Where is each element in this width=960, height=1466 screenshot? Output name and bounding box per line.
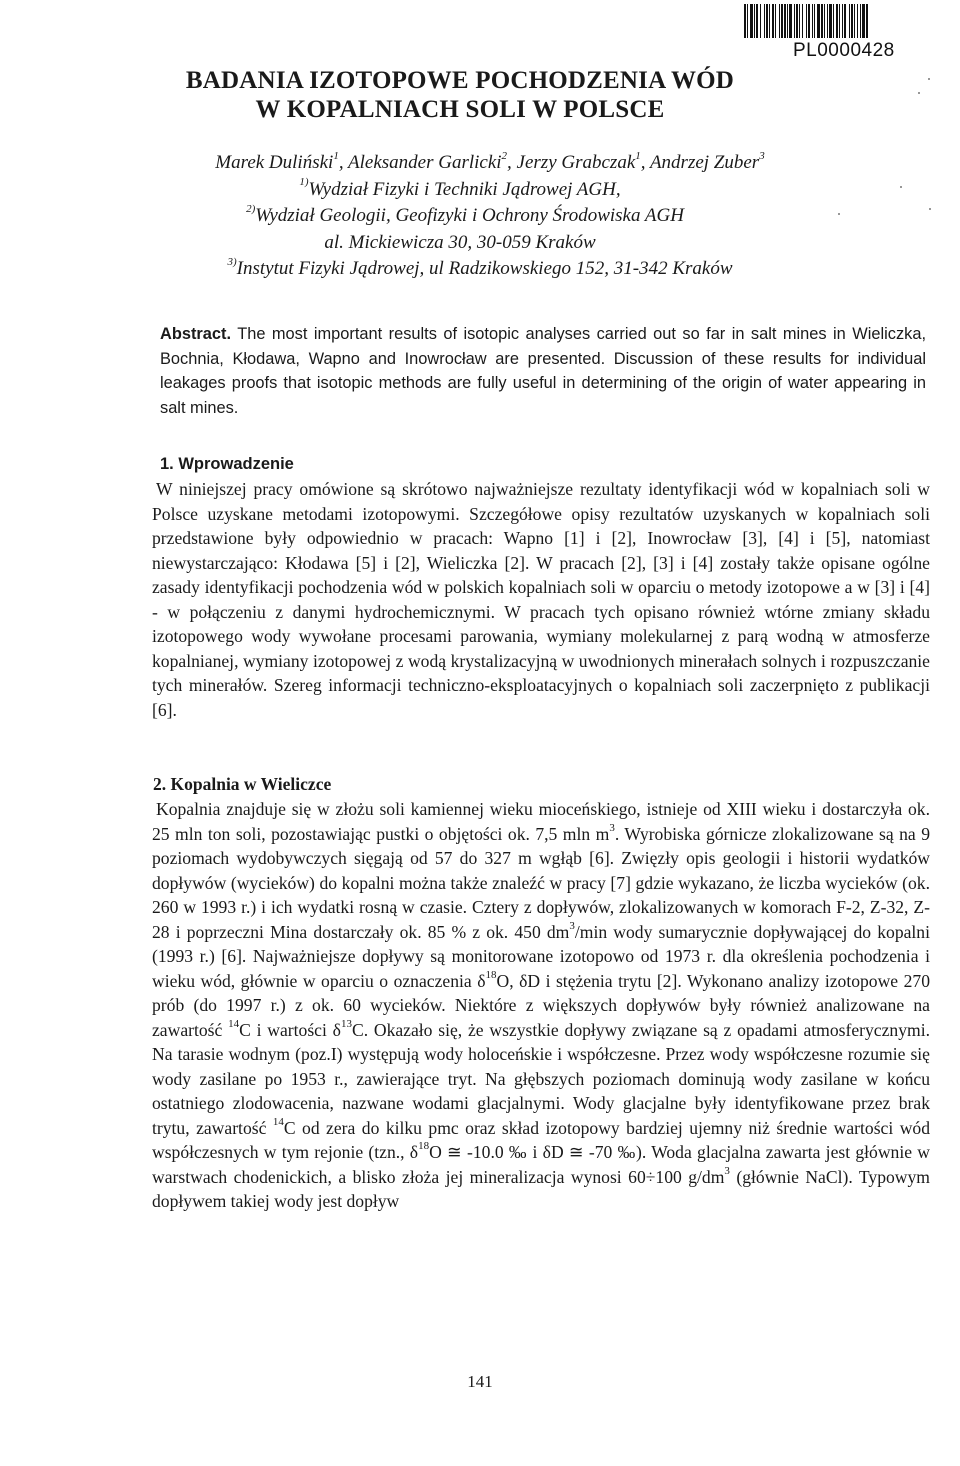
affiliation-3: $^{3)}$Instytut Fizyki Jądrowej, ul Radzikowskiego 152, 31-342 Kraków	[227, 255, 733, 279]
author-name: Aleksander Garlicki	[348, 152, 502, 173]
author-name: Jerzy Grabczak	[516, 152, 636, 173]
section-2-paragraph: Kopalnia znajduje się w złożu soli kamiennej wieku mioceńskiego, istnieje od XIII wieku i dostarczyła ok. 25 mln ton soli, pozostawiając pustki o objętości ok. 7,5 mln $m^3$. Wyrobiska górnicze zlokalizowane są na 9 poziomach wydobywczych sięgają od 57 do 327 m wgłąb [6]. Zwięzły opis geologii i historii wydatków dopływów (wycieków) do kopalni można także znaleźć w pracy [7] gdzie wykazano, że liczba wycieków (ok. 260 w 1993 r.) i ich wydatki rosną w czasie. Cztery z dopływów, zlokalizowanych w komorach F-2, Z-32, Z-28 i poprzeczni Mina dostarczały ok. 85 % z ok. 450 $dm^3/\min$ wody sumarycznie dopływającej do kopalni (1993 r.) [6]. Najważniejsze dopływy są monitorowane izotopowo od 1973 r. dla określenia pochodzenia i wieku wód, głównie w oparciu o oznaczenia $\delta^{18}O$, δD i stężenia trytu [2]. Wykonano analizy izotopowe 270 prób (do 1997 r.) z ok. 60 wycieków. Niektóre z większych dopływów były również analizowane na zawartość $^{14}$C i wartości $\delta^{13}C$. Okazało się, że wszystkie dopływy związane są z opadami atmosferycznymi. Na tarasie wodnym (poz.I) występują wody holoceńskie i współczesne. Przez wody współczesne rozumie się wody zasilane po 1953 r., zawierające tryt. Na głębszych poziomach dominują wody zasilane w końcu ostatniego zlodowacenia, nazwane wodami glacjalnymi. Wody glacjalne były identyfikowane przez brak trytu, zawartość $^{14}$C od zera do kilku pmc oraz skład izotopowy bardziej ujemny niż średnie wartości wód współczesnych w tym rejonie (tzn., $\delta^{18}O$ ≅ -10.0 ‰ i δD ≅ -70 ‰). Woda glacjalna zawarta jest głównie w warstwach chodenickich, a blisko złoża jej mineralizacja wynosi 60÷100 $g/dm^3$ (głównie NaCl). Typowym dopływem takiej wody jest dopływ	[152, 799, 930, 1211]
author-list: Marek Duliński$^1$, Aleksander Garlicki$^2$, Jerzy Grabczak$^1$, Andrzej Zuber$^3$	[215, 149, 765, 173]
paper-title	[0, 66, 960, 124]
affiliation-2: $^{2)}$Wydział Geologii, Geofizyki i Ochrony Środowiska AGH	[246, 202, 684, 226]
title-line-2: W KOPALNIACH SOLI W POLSCE	[255, 96, 665, 123]
affiliation-1: $^{1)}$Wydział Fizyki i Techniki Jądrowej AGH,	[299, 176, 621, 200]
section-1-body	[152, 477, 930, 722]
affiliation-2-address: al. Mickiewicza 30, 30-059 Kraków	[324, 231, 596, 253]
scan-speck	[929, 208, 931, 210]
scan-speck	[928, 78, 930, 80]
scan-speck	[918, 92, 920, 94]
abstract-label: Abstract.	[160, 325, 232, 343]
scan-speck	[900, 186, 902, 188]
author-name: Marek Duliński	[215, 152, 334, 173]
report-id: PL0000428	[793, 40, 895, 61]
abstract-text: The most important results of isotopic analyses carried out so far in salt mines in Wieliczka, Bochnia, Kłodawa, Wapno and Inowrocław are presented. Discussion of these results for individual leakages proofs that isotopic methods are fully useful in determining of the origin of water appearing in salt mines.	[160, 325, 926, 418]
author-name: Andrzej Zuber	[649, 152, 760, 173]
section-1-paragraph: W niniejszej pracy omówione są skrótowo najważniejsze rezultaty identyfikacji wód w kopalniach soli w Polsce uzyskane metodami izotopowymi. Szczegółowe opisy rezultatów uzyskanych w kopalniach soli przedstawione były odpowiednio w pracach: Wapno [1] i [2], Inowrocław [3], [4] i [5], natomiast niewystarczająco: Kłodawa [5] i [2], Wieliczka [2]. W pracach [2], [3] i [4] zostały także opisane ogólne zasady identyfikacji pochodzenia wód w polskich kopalniach soli w oparciu o metody izotopowe a w [3] i [4] - w połączeniu z danymi hydrochemicznymi. W pracach tych opisano również wtórne zmiany składu izotopowego wody wywołane procesami parowania, wymiany molekularnej z parą wodną w atmosferze kopalnianej, wymiany izotopowej z wodą krystalizacyjną w uwodnionych minerałach solnych i rozpuszczanie tych minerałów. Szereg informacji techniczno-eksploatacyjnych o kopalniach soli zaczerpnięto z publikacji [6].	[152, 479, 930, 720]
barcode-image	[744, 4, 954, 38]
section-2-heading: 2. Kopalnia w Wieliczce	[153, 774, 332, 794]
section-1-heading: 1. Wprowadzenie	[160, 455, 294, 473]
section-2-body	[152, 797, 930, 1214]
abstract	[160, 322, 926, 421]
barcode-bar	[866, 4, 868, 38]
title-line-1: BADANIA IZOTOPOWE POCHODZENIA WÓD	[185, 67, 735, 94]
author-block	[0, 150, 960, 283]
scan-speck	[838, 213, 840, 215]
page-number: 141	[467, 1372, 493, 1391]
